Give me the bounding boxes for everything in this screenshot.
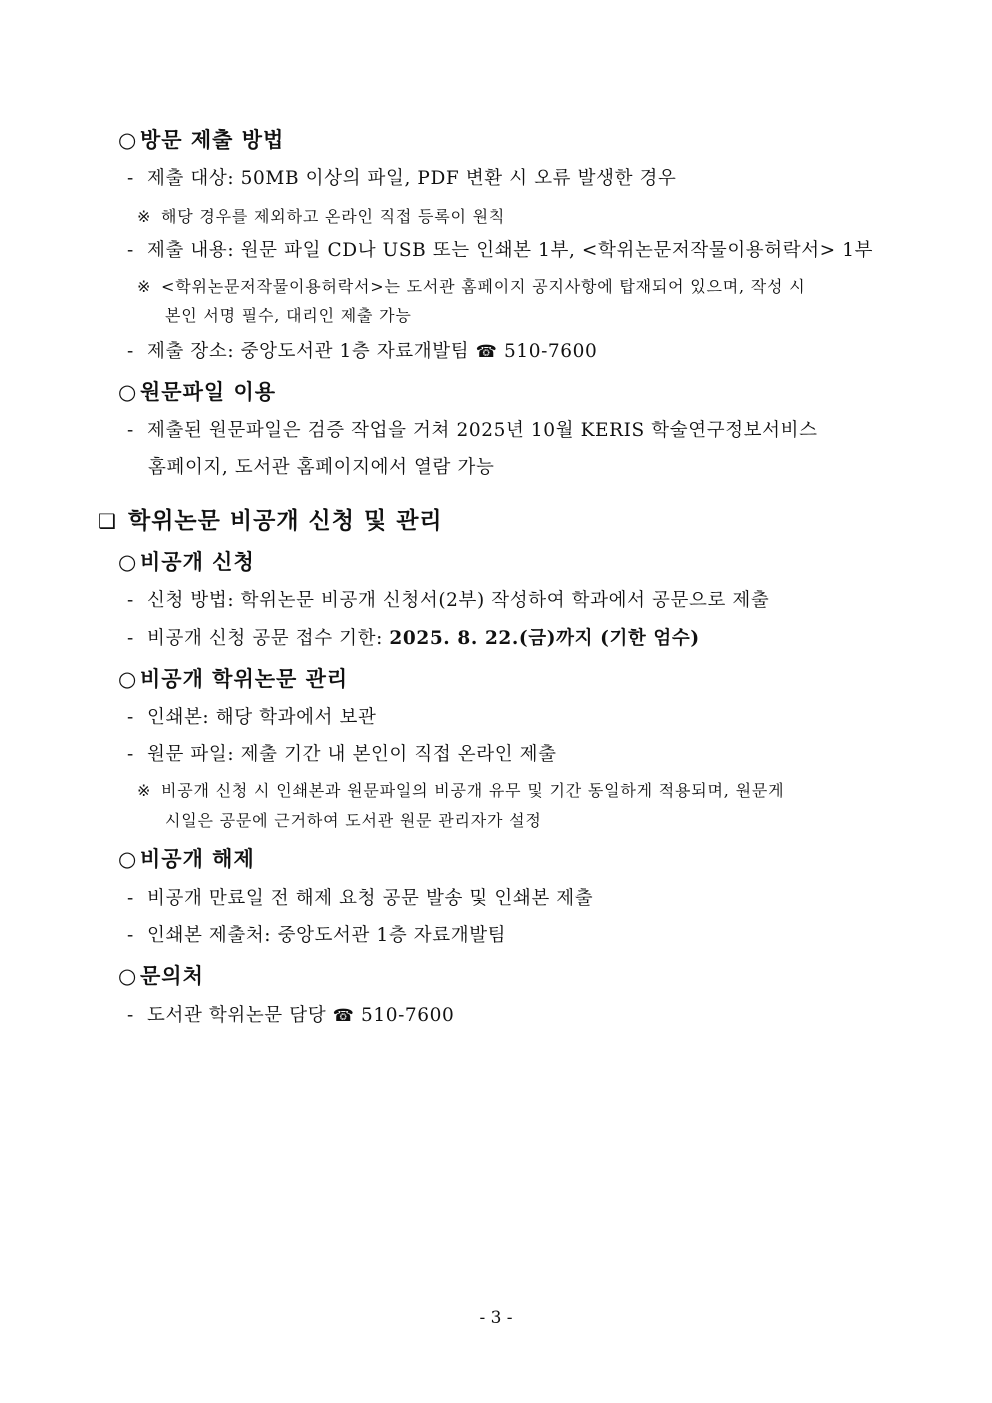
phone-icon: ☎ <box>332 1006 355 1026</box>
visit-target-note-text: 해당 경우를 제외하고 온라인 직접 등록이 원칙 <box>161 207 506 226</box>
contact-item <box>127 1001 454 1027</box>
apply-deadline-item <box>127 624 700 650</box>
section-heading <box>98 502 443 535</box>
visit-heading <box>118 124 284 154</box>
manage-note <box>137 778 784 801</box>
dash-bullet-icon: - <box>127 240 134 261</box>
visit-content-note-text-1: <학위논문저작물이용허락서>는 도서관 홈페이지 공지사항에 탑재되어 있으며, 작성 시 <box>161 277 806 296</box>
note-mark-icon: ※ <box>137 207 152 226</box>
release-item-1 <box>127 884 593 910</box>
contact-title: 문의처 <box>140 963 204 988</box>
dash-bullet-icon: - <box>127 707 134 728</box>
usage-text-1: 제출된 원문파일은 검증 작업을 거쳐 2025년 10월 KERIS 학술연구정보서비스 <box>147 420 818 441</box>
section-title: 학위논문 비공개 신청 및 관리 <box>128 507 443 534</box>
release-heading <box>118 843 255 873</box>
dash-bullet-icon: - <box>127 888 134 909</box>
contact-text: 도서관 학위논문 담당 <box>147 1005 327 1026</box>
dash-bullet-icon: - <box>127 168 134 189</box>
usage-item <box>127 416 818 442</box>
usage-title: 원문파일 이용 <box>140 379 277 404</box>
note-mark-icon: ※ <box>137 277 152 296</box>
circle-bullet-icon: ○ <box>118 847 138 871</box>
visit-target-item <box>127 164 676 190</box>
visit-target-text: 제출 대상: 50MB 이상의 파일, PDF 변환 시 오류 발생한 경우 <box>147 168 677 189</box>
dash-bullet-icon: - <box>127 744 134 765</box>
visit-title: 방문 제출 방법 <box>140 127 285 152</box>
manage-heading <box>118 663 348 693</box>
apply-heading <box>118 546 255 576</box>
apply-method-text: 신청 방법: 학위논문 비공개 신청서(2부) 작성하여 학과에서 공문으로 제출 <box>147 590 770 611</box>
circle-bullet-icon: ○ <box>118 550 138 574</box>
circle-bullet-icon: ○ <box>118 128 138 152</box>
manage-file-text: 원문 파일: 제출 기간 내 본인이 직접 온라인 제출 <box>147 744 557 765</box>
contact-phone: 510-7600 <box>360 1005 455 1026</box>
page-number: - 3 - <box>479 1308 513 1328</box>
dash-bullet-icon: - <box>127 925 134 946</box>
note-mark-icon: ※ <box>137 781 152 800</box>
dash-bullet-icon: - <box>127 590 134 611</box>
apply-title: 비공개 신청 <box>140 549 255 574</box>
circle-bullet-icon: ○ <box>118 964 138 988</box>
dash-bullet-icon: - <box>127 1005 134 1026</box>
circle-bullet-icon: ○ <box>118 380 138 404</box>
release-item-2 <box>127 921 506 947</box>
release-text-2: 인쇄본 제출처: 중앙도서관 1층 자료개발팀 <box>147 925 507 946</box>
visit-content-note <box>137 274 805 297</box>
release-text-1: 비공개 만료일 전 해제 요청 공문 발송 및 인쇄본 제출 <box>147 888 594 909</box>
visit-content-text: 제출 내용: 원문 파일 CD나 USB 또는 인쇄본 1부, <학위논문저작물이용허락서> 1부 <box>147 240 874 261</box>
manage-print-text: 인쇄본: 해당 학과에서 보관 <box>147 707 377 728</box>
manage-print-item <box>127 703 376 729</box>
visit-content-item <box>127 236 873 262</box>
dash-bullet-icon: - <box>127 420 134 441</box>
contact-heading <box>118 960 204 990</box>
dash-bullet-icon: - <box>127 341 134 362</box>
apply-method-item <box>127 586 769 612</box>
usage-text-2: 홈페이지, 도서관 홈페이지에서 열람 가능 <box>148 457 495 478</box>
visit-target-note <box>137 204 505 227</box>
visit-content-note-cont: 본인 서명 필수, 대리인 제출 가능 <box>165 306 412 325</box>
manage-file-item <box>127 740 557 766</box>
manage-title: 비공개 학위논문 관리 <box>140 666 349 691</box>
dash-bullet-icon: - <box>127 628 134 649</box>
usage-heading <box>118 376 276 406</box>
visit-place-phone: 510-7600 <box>503 341 598 362</box>
visit-place-text: 제출 장소: 중앙도서관 1층 자료개발팀 <box>147 341 470 362</box>
apply-deadline-value: 2025. 8. 22.(금)까지 (기한 엄수) <box>389 628 700 649</box>
manage-note-text-1: 비공개 신청 시 인쇄본과 원문파일의 비공개 유무 및 기간 동일하게 적용되며, 원문게 <box>161 781 785 800</box>
manage-note-cont: 시일은 공문에 근거하여 도서관 원문 관리자가 설정 <box>165 811 542 830</box>
release-title: 비공개 해제 <box>140 846 255 871</box>
phone-icon: ☎ <box>475 342 498 362</box>
apply-deadline-label: 비공개 신청 공문 접수 기한: <box>147 628 390 649</box>
square-bullet-icon: ❑ <box>98 509 117 533</box>
circle-bullet-icon: ○ <box>118 667 138 691</box>
visit-place-item <box>127 337 597 363</box>
